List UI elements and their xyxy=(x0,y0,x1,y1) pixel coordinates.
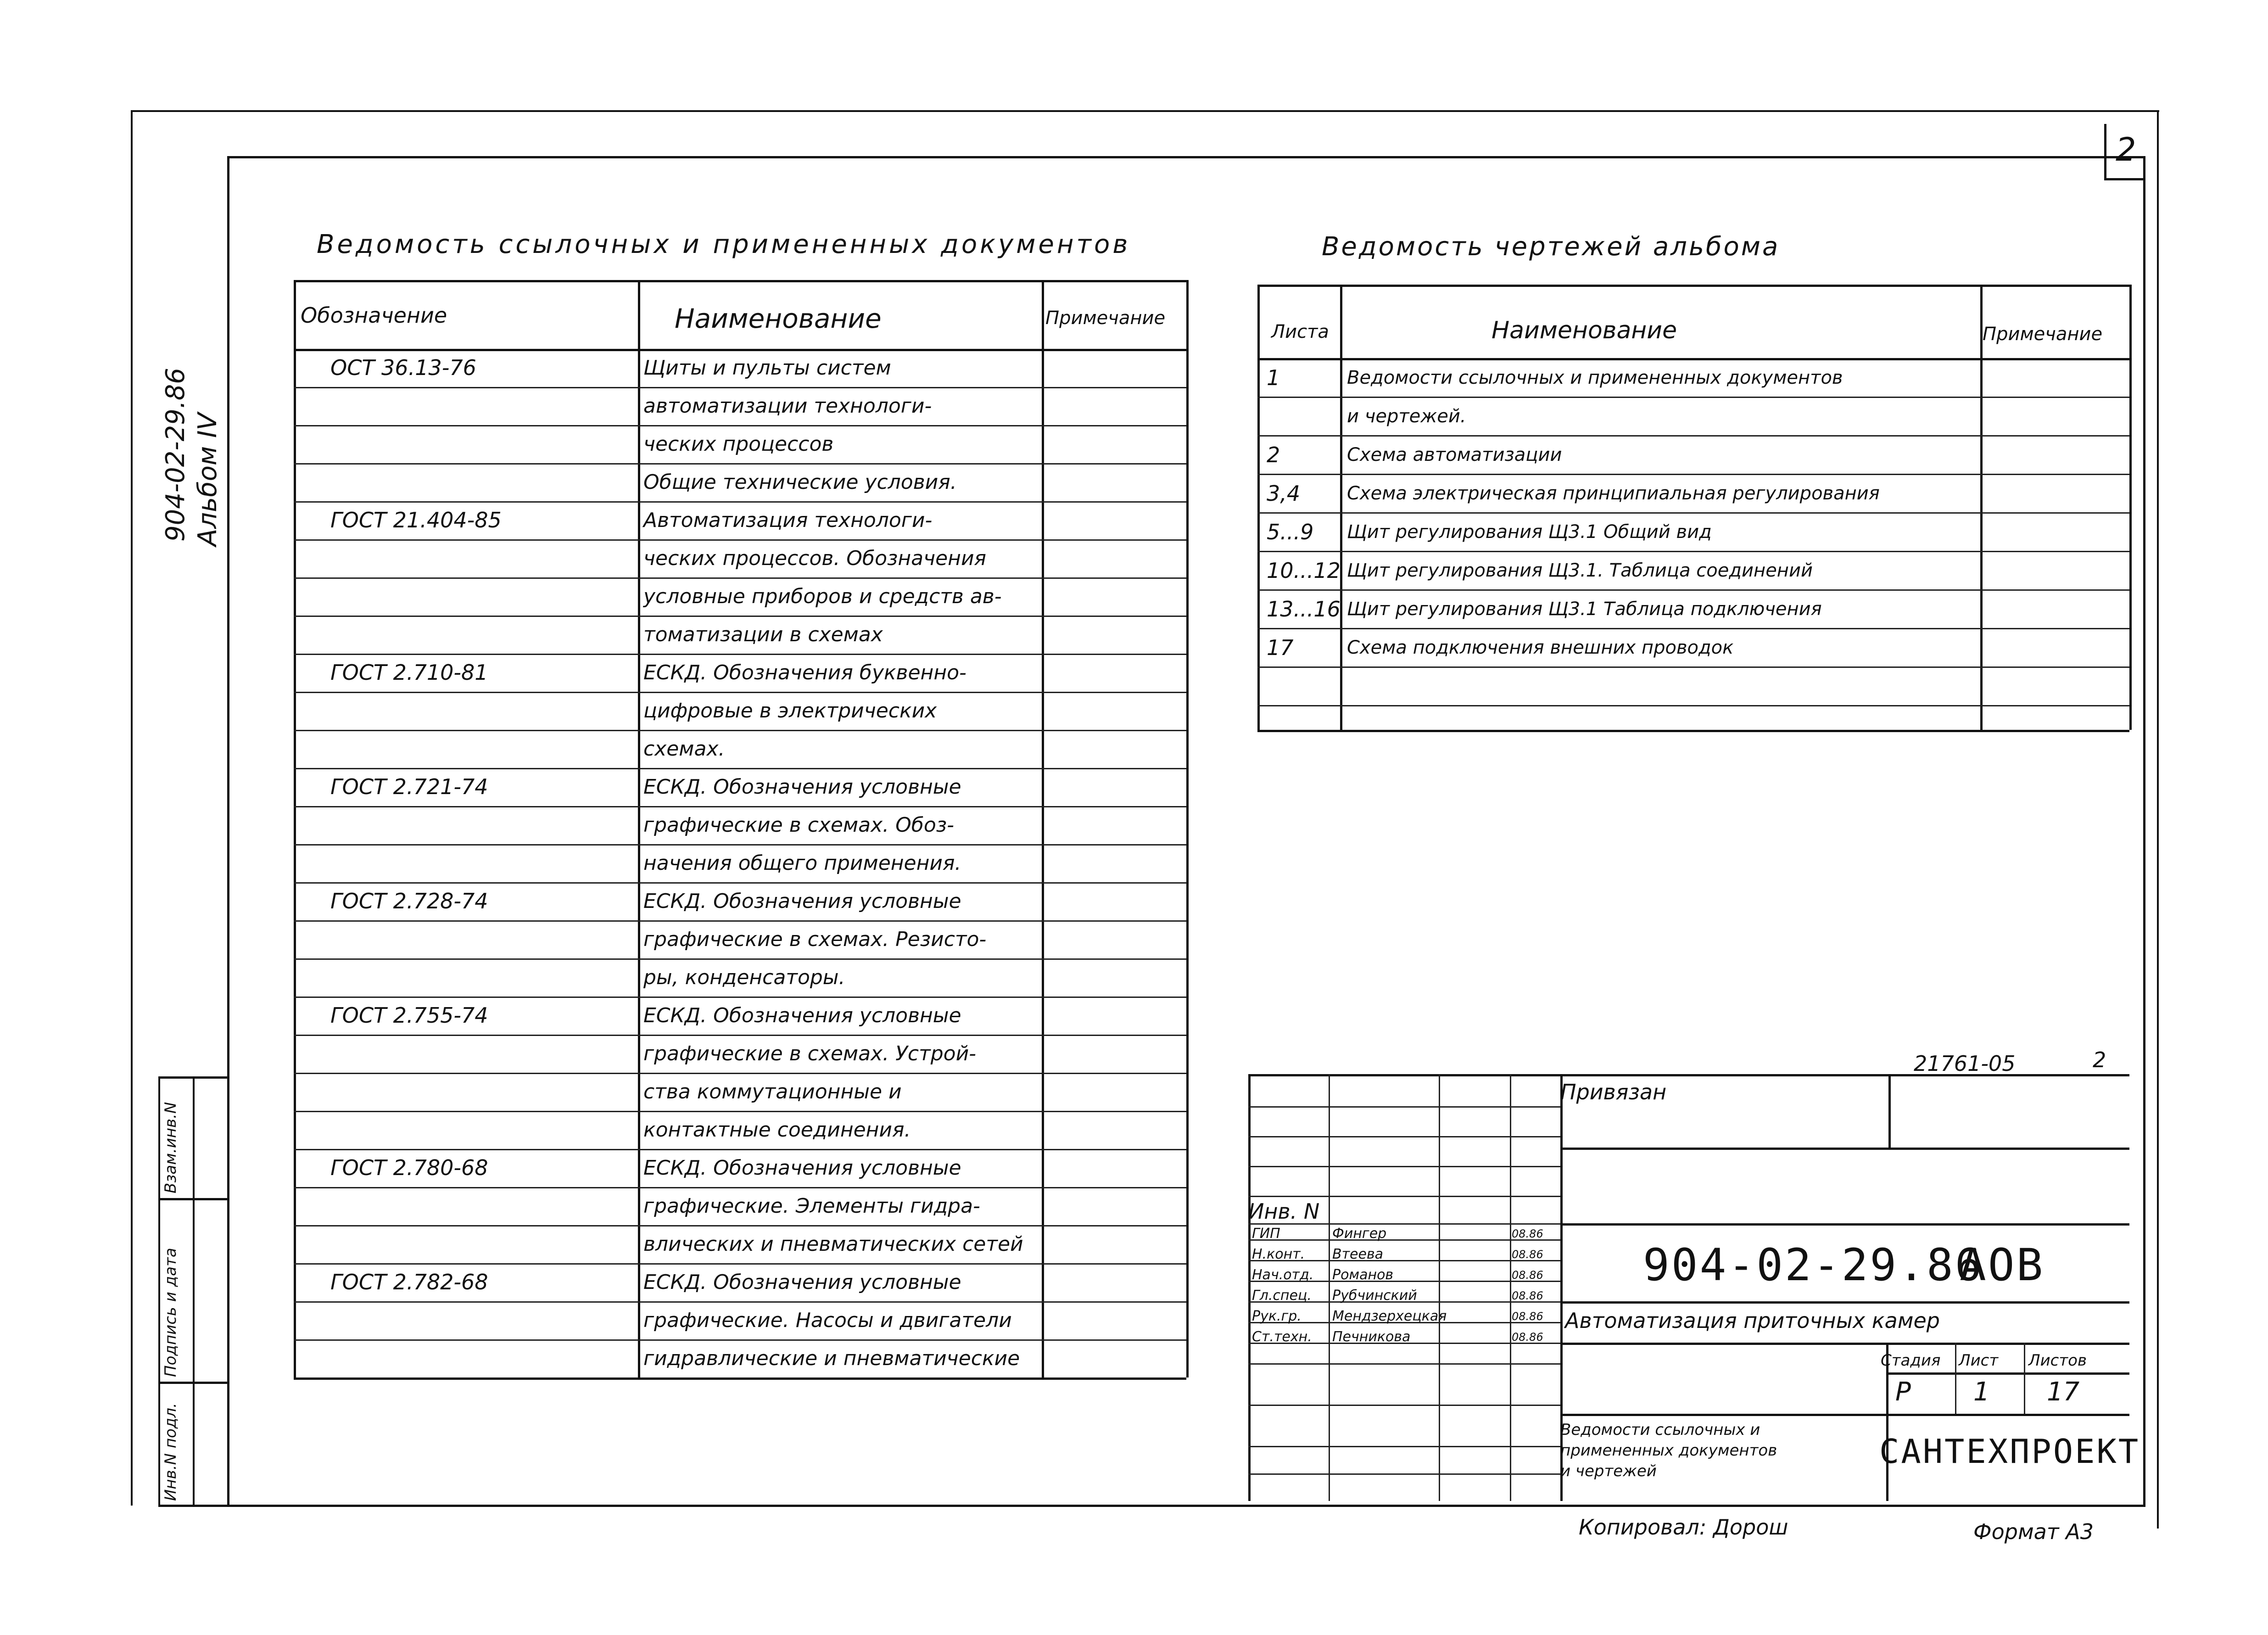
table-cell-name: влических и пневматических сетей xyxy=(643,1232,1023,1256)
inner-frame-top xyxy=(227,156,2145,158)
left-table-col-line xyxy=(294,280,296,1377)
tb-stage-label-bottom xyxy=(1886,1372,2129,1375)
table-row-line xyxy=(294,920,1186,922)
table-cell-name: ЕСКД. Обозначения буквенно- xyxy=(643,661,966,684)
right-table-col-line xyxy=(1340,285,1342,730)
staff-name: Рубчинский xyxy=(1332,1288,1417,1304)
inner-frame-left xyxy=(227,156,229,1506)
header-note: Примечание xyxy=(1045,308,1166,329)
header-designation: Обозначение xyxy=(301,303,447,328)
left-stamp-sign: Подпись и дата xyxy=(162,1248,180,1377)
left-table-title: Ведомость ссылочных и примененных документов xyxy=(317,230,1131,259)
left-stamp-vzam: Взам.инв.N xyxy=(162,1102,180,1193)
staff-role: Гл.спец. xyxy=(1252,1288,1312,1304)
tb-grid-row xyxy=(1248,1473,1560,1475)
table-cell-name: ства коммутационные и xyxy=(643,1080,902,1103)
table-cell-sheet: 1 xyxy=(1267,365,1280,390)
table-cell-name: Общие технические условия. xyxy=(643,470,957,494)
ref-sheet: 2 xyxy=(2093,1047,2106,1072)
table-row-line xyxy=(294,844,1186,845)
outer-frame-top xyxy=(131,110,2159,112)
header-note: Примечание xyxy=(1983,324,2103,345)
inv-label: Инв. N xyxy=(1248,1199,1320,1224)
left-stamp-strip-top xyxy=(158,1076,227,1079)
table-cell-designation: ГОСТ 2.780-68 xyxy=(330,1155,488,1180)
staff-date: 08.86 xyxy=(1512,1248,1543,1261)
table-row-line xyxy=(294,1263,1186,1265)
table-cell-sheet: 5...9 xyxy=(1267,520,1314,544)
table-cell-sheet: 3,4 xyxy=(1267,481,1301,506)
tb-grid-row xyxy=(1248,1446,1560,1447)
table-cell-name: графические. Насосы и двигатели xyxy=(643,1309,1012,1332)
format: Формат А3 xyxy=(1973,1519,2094,1544)
table-cell-name: графические в схемах. Устрой- xyxy=(643,1042,977,1065)
staff-role: Нач.отд. xyxy=(1252,1267,1314,1283)
table-row-line xyxy=(294,1111,1186,1112)
ref-number: 21761-05 xyxy=(1914,1051,2016,1076)
table-row-line xyxy=(1257,474,2129,475)
table-cell-name: автоматизации технологи- xyxy=(643,394,932,418)
doc-code: 904-02-29.86 xyxy=(1643,1239,1983,1291)
table-row-line xyxy=(294,463,1186,465)
tb-grid-row xyxy=(1248,1106,1560,1108)
table-cell-sheet: 10...12 xyxy=(1267,558,1341,583)
table-row-line xyxy=(294,730,1186,731)
left-stamp-strip-left xyxy=(158,1076,160,1506)
table-cell-name: ЕСКД. Обозначения условные xyxy=(643,1156,961,1180)
left-table-col-line xyxy=(1042,280,1044,1377)
sheet-title-line-3: и чертежей xyxy=(1560,1462,1657,1480)
project-name: Автоматизация приточных камер xyxy=(1565,1308,1940,1333)
table-cell-name: начения общего применения. xyxy=(643,851,961,875)
table-cell-name: Ведомости ссылочных и примененных документов xyxy=(1347,367,1843,388)
privyazan-label: Привязан xyxy=(1560,1080,1667,1104)
table-row-line xyxy=(294,387,1186,388)
table-row-line xyxy=(294,1225,1186,1226)
header-name: Наименование xyxy=(1492,317,1677,344)
tb-inv-bottom xyxy=(1560,1223,2129,1226)
table-cell-designation: ОСТ 36.13-76 xyxy=(330,355,476,380)
table-cell-designation: ГОСТ 21.404-85 xyxy=(330,508,502,532)
table-row-line xyxy=(294,1035,1186,1036)
table-cell-designation: ГОСТ 2.721-74 xyxy=(330,774,488,799)
table-row-line xyxy=(1257,551,2129,552)
inner-frame-bottom xyxy=(158,1505,2145,1507)
inner-frame-right xyxy=(2143,156,2145,1506)
table-row-line xyxy=(294,1339,1186,1341)
tb-sheets-left xyxy=(2024,1343,2025,1414)
left-table-col-line xyxy=(638,280,640,1377)
table-row-line xyxy=(294,1073,1186,1074)
table-cell-name: Схема электрическая принципиальная регулирования xyxy=(1347,483,1880,504)
table-cell-name: Автоматизация технологи- xyxy=(643,509,933,532)
table-cell-sheet: 17 xyxy=(1267,635,1294,660)
staff-role: Рук.гр. xyxy=(1252,1308,1302,1324)
table-row-line xyxy=(294,1187,1186,1188)
left-table-col-line xyxy=(1186,280,1189,1377)
table-cell-name: Щит регулирования Щ3.1 Общий вид xyxy=(1347,521,1712,543)
table-cell-name: условные приборов и средств ав- xyxy=(643,585,1002,608)
staff-name: Фингер xyxy=(1332,1226,1387,1242)
table-cell-name: графические. Элементы гидра- xyxy=(643,1194,980,1218)
tb-grid-row xyxy=(1248,1136,1560,1137)
tb-code-bottom xyxy=(1560,1301,2129,1304)
left-table-top xyxy=(294,280,1186,282)
tb-grid-row xyxy=(1248,1363,1560,1365)
table-row-line xyxy=(294,577,1186,579)
left-stamp-inv: Инв.N подл. xyxy=(162,1403,180,1501)
table-cell-name: цифровые в электрических xyxy=(643,699,937,722)
table-cell-name: и чертежей. xyxy=(1347,406,1466,427)
staff-role: ГИП xyxy=(1252,1226,1280,1242)
table-row-line xyxy=(294,768,1186,769)
table-cell-name: графические в схемах. Обоз- xyxy=(643,813,955,837)
tb-stage-bottom xyxy=(1560,1414,2129,1416)
sheets-label: Листов xyxy=(2028,1351,2087,1370)
tb-privyazan-bottom xyxy=(1560,1148,2129,1150)
sheet-label: Лист xyxy=(1959,1351,1999,1370)
tb-grid-col xyxy=(1439,1074,1440,1501)
tb-grid-col xyxy=(1329,1074,1330,1501)
page-number: 2 xyxy=(2116,131,2136,168)
table-row-line xyxy=(1257,512,2129,514)
table-row-line xyxy=(294,692,1186,693)
table-row-line xyxy=(294,882,1186,884)
left-table-bottom xyxy=(294,1377,1186,1380)
staff-name: Романов xyxy=(1332,1267,1394,1283)
table-cell-name: контактные соединения. xyxy=(643,1118,911,1142)
table-cell-name: ры, конденсаторы. xyxy=(643,966,845,989)
tb-grid-row xyxy=(1248,1405,1560,1406)
doc-mark: АОВ xyxy=(1960,1239,2045,1291)
table-row-line xyxy=(1257,435,2129,437)
organization: САНТЕХПРОЕКТ xyxy=(1879,1432,2140,1471)
tb-grid-row xyxy=(1248,1166,1560,1167)
table-cell-name: ЕСКД. Обозначения условные xyxy=(643,1271,961,1294)
staff-date: 08.86 xyxy=(1512,1310,1543,1323)
table-cell-name: Щит регулирования Щ3.1. Таблица соединений xyxy=(1347,560,1813,581)
left-margin-album: Альбом IV xyxy=(193,413,223,546)
table-row-line xyxy=(294,539,1186,541)
staff-date: 08.86 xyxy=(1512,1331,1543,1344)
stage-label: Стадия xyxy=(1881,1351,1941,1370)
tb-top xyxy=(1248,1074,2129,1076)
outer-frame-left xyxy=(131,110,133,1506)
table-row-line xyxy=(294,425,1186,426)
table-cell-name: ческих процессов xyxy=(643,432,834,456)
page-number-box-left xyxy=(2104,124,2106,179)
table-cell-name: ЕСКД. Обозначения условные xyxy=(643,890,961,913)
table-cell-name: ЕСКД. Обозначения условные xyxy=(643,775,961,799)
staff-name: Печникова xyxy=(1332,1329,1411,1345)
left-stamp-strip-mid xyxy=(193,1076,195,1506)
table-row-line xyxy=(1257,628,2129,629)
left-stamp-strip-div1 xyxy=(158,1198,227,1200)
table-row-line xyxy=(294,806,1186,807)
stage-value: Р xyxy=(1895,1377,1911,1407)
tb-privyazan-split xyxy=(1888,1074,1891,1148)
page-number-box-bottom xyxy=(2104,178,2145,180)
staff-name: Мендзерхецкая xyxy=(1332,1308,1447,1324)
left-margin-code: 904-02-29.86 xyxy=(161,368,190,542)
tb-sheet-left xyxy=(1955,1343,1956,1414)
table-cell-name: ЕСКД. Обозначения условные xyxy=(643,1004,961,1027)
table-row-line xyxy=(294,1149,1186,1150)
right-table-top xyxy=(1257,285,2129,287)
table-cell-name: Щит регулирования Щ3.1 Таблица подключения xyxy=(1347,599,1822,620)
tb-grid-col xyxy=(1510,1074,1511,1501)
right-table-bottom xyxy=(1257,730,2129,732)
sheets-value: 17 xyxy=(2047,1377,2080,1407)
copied-by: Копировал: Дорош xyxy=(1579,1515,1788,1540)
table-row-line xyxy=(294,1301,1186,1303)
table-cell-sheet: 13...16 xyxy=(1267,597,1341,622)
table-row-line xyxy=(1257,397,2129,398)
table-row-line xyxy=(294,654,1186,655)
table-cell-designation: ГОСТ 2.782-68 xyxy=(330,1270,488,1294)
table-cell-name: Щиты и пульты систем xyxy=(643,356,891,380)
table-row-line xyxy=(294,501,1186,503)
header-sheet: Листа xyxy=(1271,321,1329,342)
staff-role: Н.конт. xyxy=(1252,1246,1305,1262)
table-cell-name: графические в схемах. Резисто- xyxy=(643,928,987,951)
tb-left xyxy=(1248,1074,1251,1501)
table-cell-name: Схема подключения внешних проводок xyxy=(1347,637,1734,658)
table-cell-name: гидравлические и пневматические xyxy=(643,1347,1020,1370)
tb-grid-row xyxy=(1248,1196,1560,1197)
sheet-title-line-2: примененных документов xyxy=(1560,1441,1777,1460)
table-row-line xyxy=(294,997,1186,998)
table-row-line xyxy=(294,616,1186,617)
tb-project-bottom xyxy=(1560,1343,2129,1345)
right-table-title: Ведомость чертежей альбома xyxy=(1322,232,1780,262)
right-table-col-line xyxy=(1980,285,1983,730)
table-cell-name: ческих процессов. Обозначения xyxy=(643,547,987,570)
table-cell-name: томатизации в схемах xyxy=(643,623,883,646)
table-row-line xyxy=(1257,666,2129,668)
staff-date: 08.86 xyxy=(1512,1289,1543,1302)
header-name: Наименование xyxy=(675,303,882,334)
staff-date: 08.86 xyxy=(1512,1269,1543,1282)
table-row-line xyxy=(294,958,1186,960)
staff-date: 08.86 xyxy=(1512,1227,1543,1240)
outer-frame-right xyxy=(2157,110,2159,1529)
left-table-header-bottom xyxy=(294,349,1186,351)
right-table-col-line xyxy=(1257,285,1260,730)
table-row-line xyxy=(1257,589,2129,591)
table-cell-designation: ГОСТ 2.710-81 xyxy=(330,660,488,685)
table-cell-sheet: 2 xyxy=(1267,442,1280,467)
table-row-line xyxy=(1257,705,2129,706)
table-cell-name: схемах. xyxy=(643,737,725,761)
right-table-col-line xyxy=(2129,285,2132,730)
left-stamp-strip-div2 xyxy=(158,1382,227,1384)
sheet-value: 1 xyxy=(1973,1377,1990,1407)
sheet-title-line-1: Ведомости ссылочных и xyxy=(1560,1421,1760,1439)
table-cell-designation: ГОСТ 2.755-74 xyxy=(330,1003,488,1028)
table-cell-designation: ГОСТ 2.728-74 xyxy=(330,889,488,913)
staff-name: Втеева xyxy=(1332,1246,1384,1262)
staff-role: Ст.техн. xyxy=(1252,1329,1312,1345)
table-cell-name: Схема автоматизации xyxy=(1347,444,1562,465)
right-table-header-bottom xyxy=(1257,358,2129,360)
